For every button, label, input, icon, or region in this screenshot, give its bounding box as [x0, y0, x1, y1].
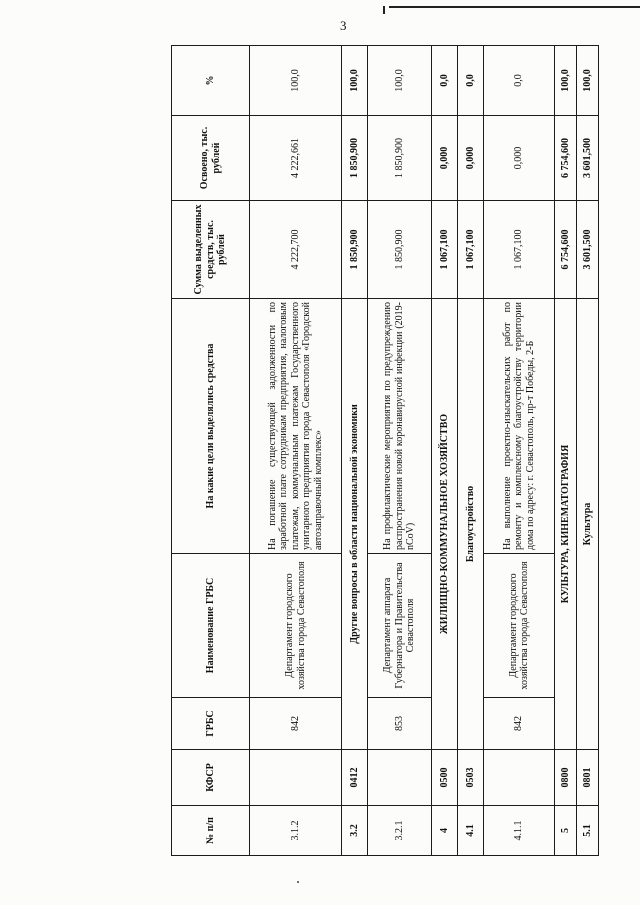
- corner-tick: [383, 6, 385, 14]
- header-grbs-name: Наименование ГРБС: [172, 554, 250, 698]
- cell-percent: 0,0: [458, 46, 484, 116]
- page-number: 3: [340, 18, 347, 33]
- cell-percent: 0,0: [484, 46, 555, 116]
- cell-spent: 4 222,661: [250, 116, 342, 201]
- cell-grbs: 842: [484, 698, 555, 750]
- table-row: [577, 46, 599, 856]
- cell-percent: 100,0: [555, 46, 577, 116]
- table-row: [342, 46, 368, 856]
- cell-grbs-name: Департамент городского хозяйства города Севастополя: [484, 554, 555, 698]
- funds-table: [171, 45, 599, 856]
- table-row: [484, 46, 555, 856]
- cell-kfsr: [368, 750, 432, 806]
- cell-allocated: 4 222,700: [250, 201, 342, 299]
- cell-purpose: На профилактические мероприятия по предупреждению распространения новой коронавирусной инфекции (2019-nCoV): [368, 299, 432, 554]
- cell-section-title: Культура: [577, 299, 599, 750]
- cell-percent: 100,0: [250, 46, 342, 116]
- header-spent: Освоено, тыс. рублей: [172, 116, 250, 201]
- cell-percent: 100,0: [368, 46, 432, 116]
- cell-num: 4: [432, 806, 458, 856]
- cell-num: 4.1.1: [484, 806, 555, 856]
- cell-allocated: 1 850,900: [368, 201, 432, 299]
- table-row: [368, 46, 432, 856]
- cell-purpose: На выполнение проектно-изыскательских работ по ремонту и комплексному благоустройству территории дома по адресу: г. Севастополь, пр-т Победы, 2-Б: [484, 299, 555, 554]
- cell-percent: 100,0: [577, 46, 599, 116]
- cell-num: 5: [555, 806, 577, 856]
- header-row: [172, 46, 250, 856]
- cell-num: 3.1.2: [250, 806, 342, 856]
- header-percent: %: [172, 46, 250, 116]
- table-row: [250, 46, 342, 856]
- rotated-table-container: [171, 46, 593, 856]
- cell-kfsr: 0500: [432, 750, 458, 806]
- table-row: [458, 46, 484, 856]
- scan-speck: [297, 881, 299, 883]
- table-row: [432, 46, 458, 856]
- cell-grbs: 853: [368, 698, 432, 750]
- cell-allocated: 1 067,100: [458, 201, 484, 299]
- cell-kfsr: [250, 750, 342, 806]
- cell-allocated: 1 067,100: [432, 201, 458, 299]
- cell-num: 4.1: [458, 806, 484, 856]
- header-purpose: На какие цели выделялись средства: [172, 299, 250, 554]
- cell-spent: 1 850,900: [368, 116, 432, 201]
- cell-spent: 0,000: [484, 116, 555, 201]
- cell-allocated: 1 067,100: [484, 201, 555, 299]
- cell-kfsr: 0412: [342, 750, 368, 806]
- cell-allocated: 1 850,900: [342, 201, 368, 299]
- cell-allocated: 3 601,500: [577, 201, 599, 299]
- cell-grbs-name: Департамент городского хозяйства города Севастополя: [250, 554, 342, 698]
- cell-section-title: Другие вопросы в области национальной экономики: [342, 299, 368, 750]
- cell-num: 5.1: [577, 806, 599, 856]
- cell-spent: 0,000: [458, 116, 484, 201]
- table-row: [555, 46, 577, 856]
- cell-kfsr: 0800: [555, 750, 577, 806]
- cell-spent: 3 601,500: [577, 116, 599, 201]
- cell-percent: 100,0: [342, 46, 368, 116]
- cell-allocated: 6 754,600: [555, 201, 577, 299]
- cell-grbs: 842: [250, 698, 342, 750]
- cell-grbs-name: Департамент аппарата Губернатора и Правительства Севастополя: [368, 554, 432, 698]
- cell-spent: 6 754,600: [555, 116, 577, 201]
- header-num: № п/п: [172, 806, 250, 856]
- cell-purpose: На погашение существующей задолженности по заработной плате сотрудникам предприятия, налоговым платежам, коммунальным платежам Государственного унитарного предприятия города Севастополя «Городской автозаправочный комплекс»: [250, 299, 342, 554]
- corner-line: [389, 6, 640, 8]
- cell-num: 3.2.1: [368, 806, 432, 856]
- cell-kfsr: 0503: [458, 750, 484, 806]
- cell-spent: 1 850,900: [342, 116, 368, 201]
- header-allocated: Сумма выделенных средств, тыс. рублей: [172, 201, 250, 299]
- cell-num: 3.2: [342, 806, 368, 856]
- cell-percent: 0,0: [432, 46, 458, 116]
- cell-kfsr: 0801: [577, 750, 599, 806]
- header-kfsr: КФСР: [172, 750, 250, 806]
- cell-section-title: КУЛЬТУРА, КИНЕМАТОГРАФИЯ: [555, 299, 577, 750]
- cell-section-title: Благоустройство: [458, 299, 484, 750]
- cell-kfsr: [484, 750, 555, 806]
- cell-spent: 0,000: [432, 116, 458, 201]
- header-grbs: ГРБС: [172, 698, 250, 750]
- cell-section-title: ЖИЛИЩНО-КОММУНАЛЬНОЕ ХОЗЯЙСТВО: [432, 299, 458, 750]
